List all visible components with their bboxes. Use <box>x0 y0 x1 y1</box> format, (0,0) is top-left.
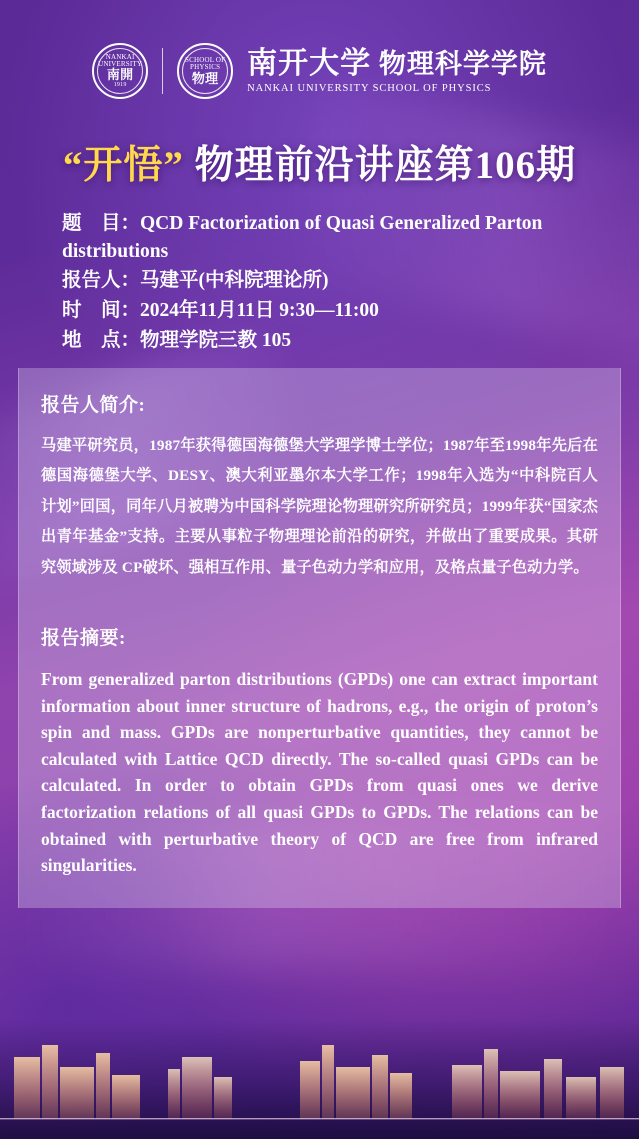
bio-text: 马建平研究员，1987年获得德国海德堡大学理学博士学位；1987年至1998年先后在德国海德堡大学、DESY、澳大利亚墨尔本大学工作；1998年入选为“中科院百人计划”回国，同年八月被聘为中国科学院理论物理研究所研究员；1999年获“国家杰出青年基金”支持。主要从事粒子物理理论前沿的研究，并做出了重要成果。其研究领域涉及 CP破坏、强相互作用、量子色动力学和应用，及格点量子色动力学。 <box>41 437 598 576</box>
seal-right-en: SCHOOL OF PHYSICS <box>185 55 226 72</box>
content-card <box>18 368 621 908</box>
school-of-physics-seal-icon <box>177 43 233 99</box>
title-keyword: “开悟” <box>62 144 184 187</box>
page-title <box>0 134 639 190</box>
speaker-label: 报告人： <box>62 270 141 292</box>
bio-heading: 报告人简介: <box>41 395 146 416</box>
place-value: 物理学院三教 105 <box>140 329 292 351</box>
nankai-university-seal-icon <box>92 43 148 99</box>
topic-label: 题 目： <box>62 213 141 234</box>
wordmark-unit-cn: 物理科学学院 <box>371 48 547 79</box>
seal-left-year: 1919 <box>113 82 127 89</box>
time-value: 2024年11月11日 9:30—11:00 <box>140 300 379 322</box>
info-row-time <box>62 297 599 325</box>
info-row-topic <box>62 210 599 265</box>
lecture-info-block <box>62 210 599 356</box>
info-row-place <box>62 327 599 355</box>
abstract-text: From generalized parton distributions (GPDs) one can extract important information about inner structure of hadrons, e.g., the origin of proton’s spin and mass. GPDs are nonperturbative quantities, they cannot be calculated with Lattice QCD directly. The so-called quasi GPDs can be calculated. In order to obtain GPDs from quasi ones we derive factorization relations of all quasi GPDs to GPDs. The relations can be obtained with perturbative theory of QCD are free from infrared singularities. <box>41 669 598 876</box>
city-skyline-decoration <box>0 949 639 1139</box>
wordmark-en: NANKAI UNIVERSITY SCHOOL OF PHYSICS <box>247 83 492 95</box>
seal-left-cn: 南開 <box>106 67 134 83</box>
info-row-speaker <box>62 267 599 295</box>
topic-value: QCD Factorization of Quasi Generalized Parton distributions <box>62 213 543 262</box>
speaker-value: 马建平(中科院理论所) <box>140 270 329 292</box>
seal-right-cn: 物理 <box>191 70 219 86</box>
place-label: 地 点： <box>62 329 141 351</box>
skyline-svg-icon <box>0 949 639 1139</box>
logo-divider <box>162 48 163 94</box>
title-rest: 物理前沿讲座第106期 <box>183 144 577 187</box>
wordmark <box>247 48 547 94</box>
time-label: 时 间： <box>62 300 141 322</box>
ground-glow <box>0 1019 639 1139</box>
seal-left-en: NANKAI UNIVERSITY <box>98 52 143 69</box>
wordmark-brand-cn: 南开大学 <box>247 46 372 80</box>
abstract-heading: 报告摘要: <box>41 628 126 650</box>
header-logo-bar <box>0 40 639 102</box>
